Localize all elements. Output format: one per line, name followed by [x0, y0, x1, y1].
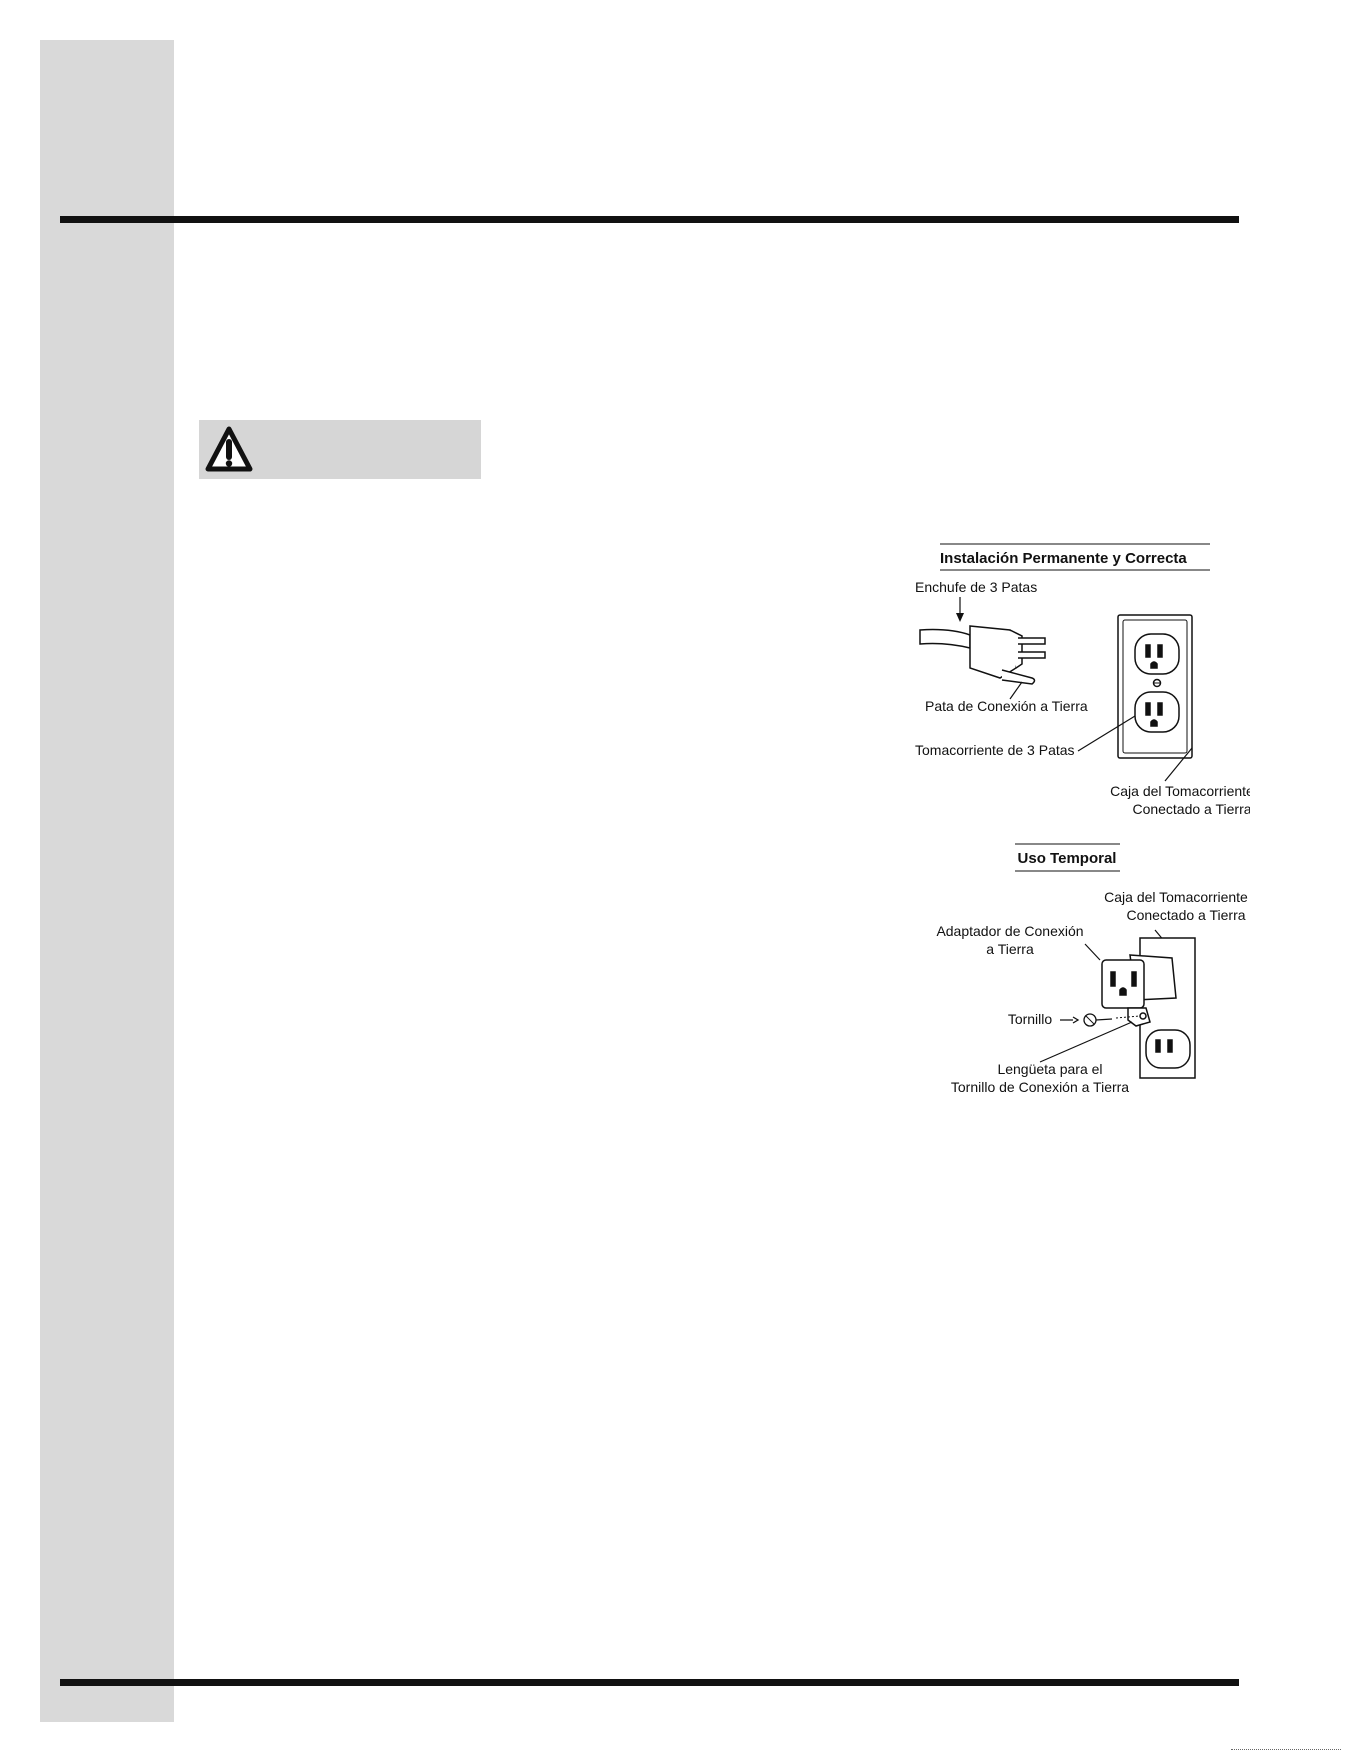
footer-mark [1231, 1749, 1341, 1753]
ground-prong-label: Pata de Conexión a Tierra [925, 698, 1088, 714]
adapter-label-line2: a Tierra [986, 941, 1034, 957]
plug-label: Enchufe de 3 Patas [915, 579, 1038, 595]
box-label-line2: Conectado a Tierra [1132, 801, 1250, 817]
warning-icon [204, 425, 254, 475]
adapter-label-line1: Adaptador de Conexión [936, 923, 1084, 939]
temp-box-label-line2: Conectado a Tierra [1126, 907, 1246, 923]
adapter-leader [1085, 944, 1100, 960]
adapter-outlet-icon [1102, 938, 1195, 1078]
plug-arrow [956, 613, 964, 622]
tab-label-line1: Lengüeta para el [997, 1061, 1103, 1077]
prong-leader [1010, 682, 1022, 699]
header-rule [60, 216, 1239, 223]
footer-rule [60, 1679, 1239, 1686]
side-tab [40, 40, 174, 1722]
screw-icon [1060, 1014, 1112, 1026]
box-label-line1: Caja del Tomacorriente [1110, 783, 1250, 799]
warning-box [199, 420, 481, 479]
temp-box-label-line1: Caja del Tomacorriente [1104, 889, 1248, 905]
permanent-title: Instalación Permanente y Correcta [940, 550, 1187, 567]
three-prong-plug-icon [920, 626, 1045, 684]
wall-outlet-icon [1118, 615, 1192, 758]
temporary-title: Uso Temporal [1017, 850, 1117, 867]
tab-leader [1040, 1022, 1132, 1062]
tab-label-line2: Tornillo de Conexión a Tierra [950, 1079, 1130, 1095]
grounding-figure [910, 530, 1250, 1130]
receptacle-label: Tomacorriente de 3 Patas [915, 742, 1075, 758]
screw-label: Tornillo [1007, 1011, 1053, 1027]
